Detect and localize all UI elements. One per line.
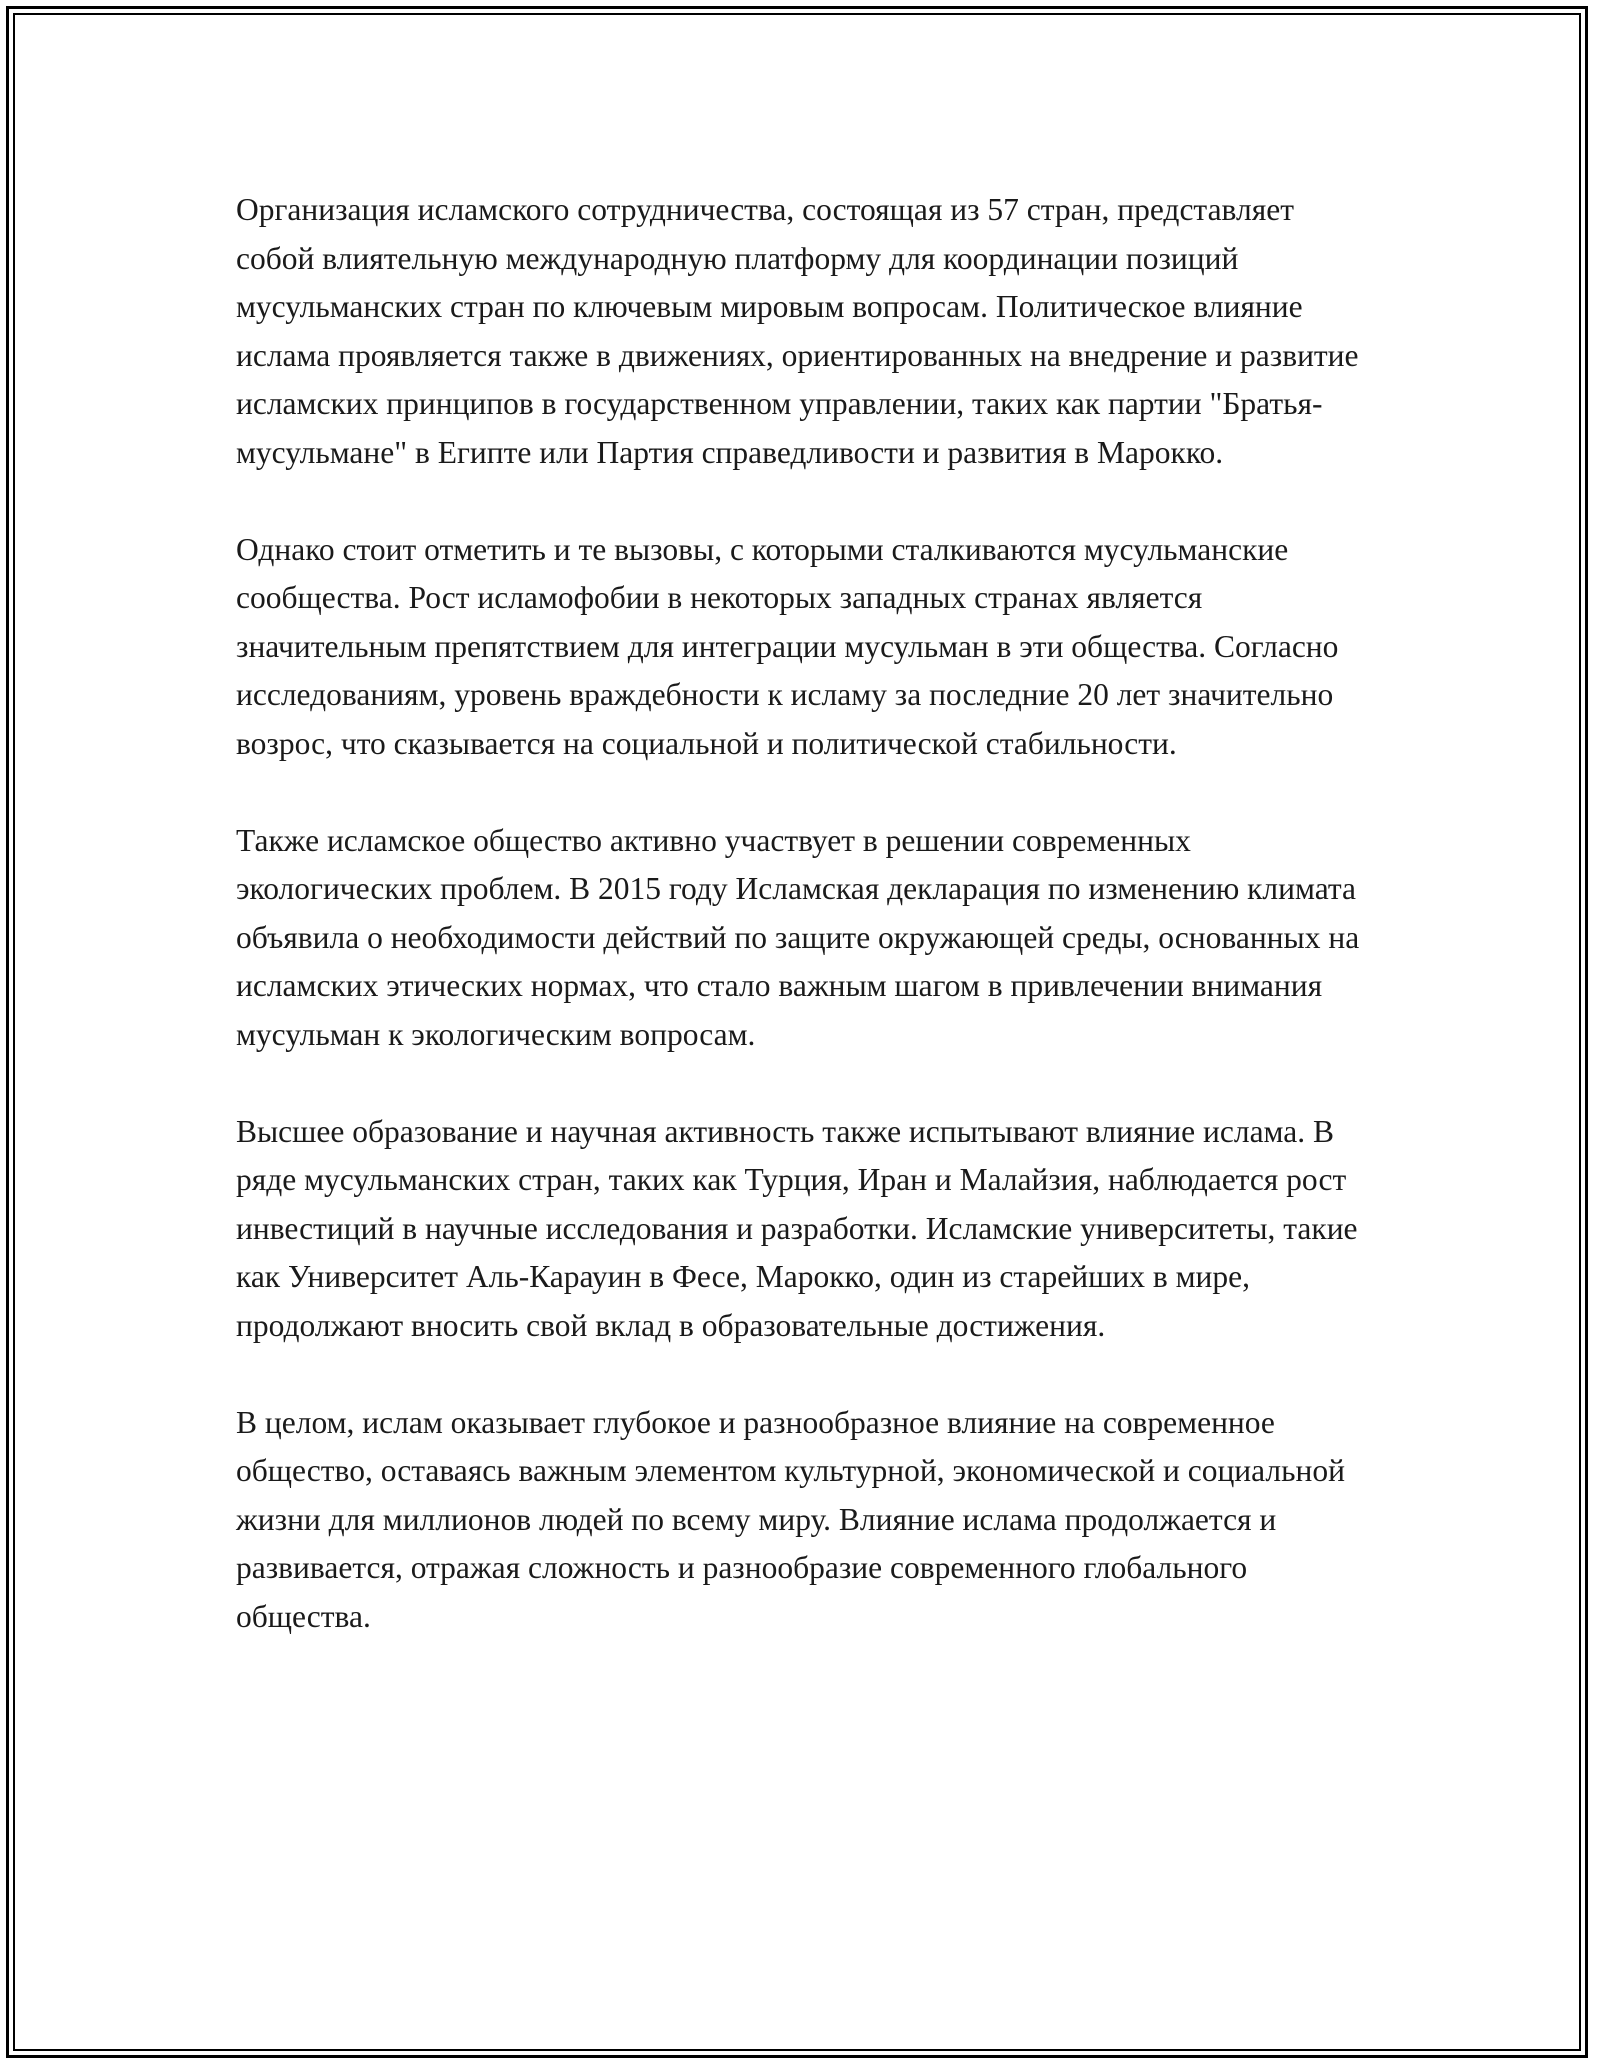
paragraph-conclusion: В целом, ислам оказывает глубокое и разнообразное влияние на современное общество, оставаясь важным элементом культурной, экономической и социальной жизни для миллионов людей по всему миру. Влияние ислама продолжается и развивается, отражая сложность и разнообразие современного глобального общества. (236, 1404, 1345, 1634)
document-body (236, 186, 1364, 1690)
paragraph-education: Высшее образование и научная активность также испытывают влияние ислама. В ряде мусульманских стран, таких как Турция, Иран и Малайзия, наблюдается рост инвестиций в научные исследования и разработки. Исламские университеты, такие как Университет Аль-Карауин в Фесе, Марокко, один из старейших в мире, продолжают вносить свой вклад в образовательные достижения. (236, 1113, 1358, 1343)
paragraph-ecology: Также исламское общество активно участвует в решении современных экологических проблем. В 2015 году Исламская декларация по изменению климата объявила о необходимости действий по защите окружающей среды, основанных на исламских этических нормах, что стало важным шагом в привлечении внимания мусульман к экологическим вопросам. (236, 822, 1360, 1052)
paragraph-oic: Организация исламского сотрудничества, состоящая из 57 стран, представляет собой влиятельную международную платформу для координации позиций мусульманских стран по ключевым мировым вопросам. Политическое влияние ислама проявляется также в движениях, ориентированных на внедрение и развитие исламских принципов в государственном управлении, таких как партии "Братья-мусульмане" в Египте или Партия справедливости и развития в Марокко. (236, 192, 1359, 470)
paragraph-challenges: Однако стоит отметить и те вызовы, с которыми сталкиваются мусульманские сообщества. Рост исламофобии в некоторых западных странах является значительным препятствием для интеграции мусульман в эти общества. Согласно исследованиям, уровень враждебности к исламу за последние 20 лет значительно возрос, что сказывается на социальной и политической стабильности. (236, 531, 1339, 761)
